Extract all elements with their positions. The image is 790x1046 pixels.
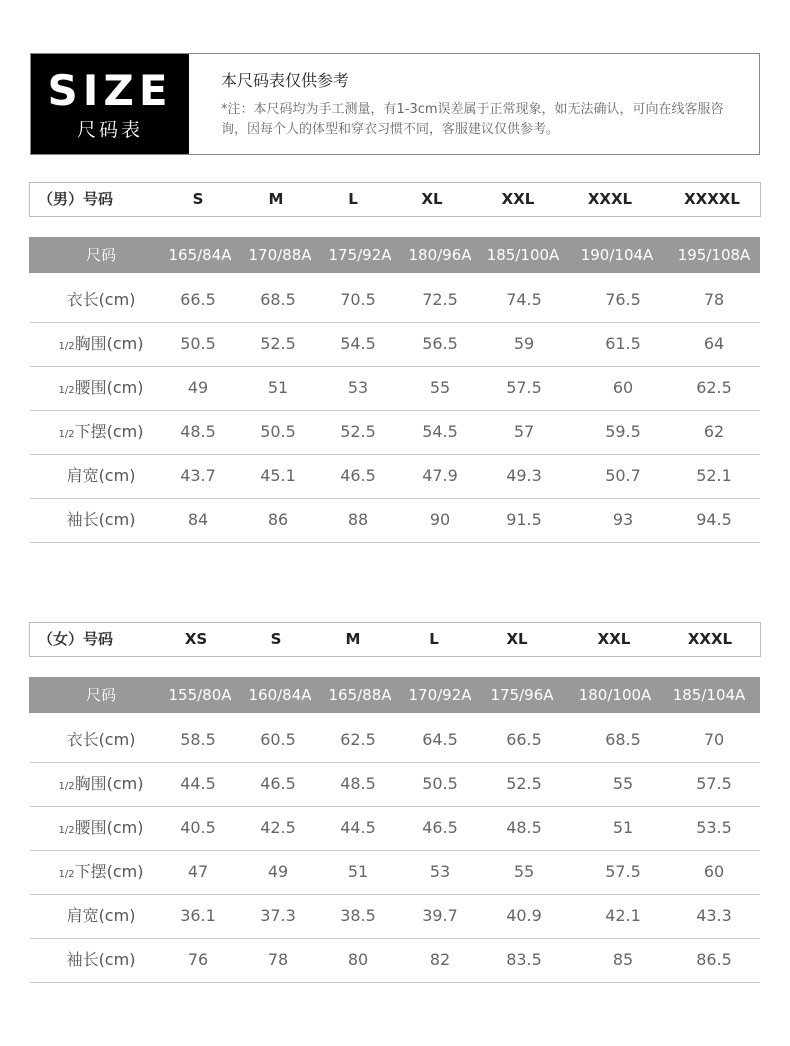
women-code: 165/88A [328, 686, 392, 704]
men-size: M [268, 190, 284, 208]
measurement-label [59, 762, 144, 809]
measurement-value: 55 [513, 862, 535, 881]
women-size-label: （女）号码 [38, 630, 114, 648]
measurement-name: 肩宽(cm) [66, 906, 136, 925]
measurement-value: 88 [347, 510, 369, 529]
measurement-value: 60.5 [260, 730, 296, 749]
measurement-value: 50.5 [260, 422, 296, 441]
measurement-label [67, 718, 136, 762]
women-code: 175/96A [490, 686, 554, 704]
measurement-value: 93 [612, 510, 634, 529]
measurement-value: 53 [429, 862, 451, 881]
measurement-value: 52.1 [696, 466, 732, 485]
measurement-value: 51 [347, 862, 369, 881]
measurement-value: 62.5 [696, 378, 732, 397]
measurement-value: 46.5 [340, 466, 376, 485]
measurement-value: 54.5 [422, 422, 458, 441]
measurement-value: 45.1 [260, 466, 296, 485]
table-row [30, 278, 760, 323]
table-row [30, 894, 760, 939]
measurement-value: 42.5 [260, 818, 296, 837]
measurement-value: 60 [612, 378, 634, 397]
measurement-value: 80 [347, 950, 369, 969]
measurement-value: 70.5 [340, 290, 376, 309]
measurement-value: 82 [429, 950, 451, 969]
men-code-header-label: 尺码 [85, 246, 117, 264]
women-code: 185/104A [672, 686, 746, 704]
measurement-value: 64.5 [422, 730, 458, 749]
measurement-name: 腰围(cm) [74, 378, 144, 397]
measurement-value: 62 [703, 422, 725, 441]
measurement-value: 72.5 [422, 290, 458, 309]
measurement-value: 46.5 [422, 818, 458, 837]
women-code-header-row [29, 677, 760, 713]
table-row [30, 454, 760, 499]
measurement-value: 70 [703, 730, 725, 749]
measurement-value: 53.5 [696, 818, 732, 837]
men-code: 190/104A [580, 246, 654, 264]
women-size: XL [506, 630, 528, 648]
table-row [30, 498, 760, 543]
women-size-bar [29, 622, 761, 657]
measurement-value: 50.5 [180, 334, 216, 353]
measurement-value: 39.7 [422, 906, 458, 925]
measurement-value: 51 [612, 818, 634, 837]
measurement-label [67, 938, 136, 982]
measurement-name: 下摆(cm) [74, 422, 144, 441]
measurement-value: 44.5 [180, 774, 216, 793]
measurement-value: 40.9 [506, 906, 542, 925]
measurement-value: 49 [187, 378, 209, 397]
men-code: 180/96A [408, 246, 472, 264]
measurement-value: 90 [429, 510, 451, 529]
measurement-value: 36.1 [180, 906, 216, 925]
measurement-value: 56.5 [422, 334, 458, 353]
measurement-label [67, 498, 136, 542]
half-prefix: 1/2 [58, 781, 75, 792]
measurement-value: 94.5 [696, 510, 732, 529]
women-code: 160/84A [248, 686, 312, 704]
women-size: XXXL [687, 630, 733, 648]
measurement-value: 44.5 [340, 818, 376, 837]
table-row [30, 366, 760, 411]
measurement-value: 40.5 [180, 818, 216, 837]
measurement-value: 57.5 [506, 378, 542, 397]
logo-size-text: SIZE [47, 66, 173, 115]
measurement-value: 74.5 [506, 290, 542, 309]
men-code: 195/108A [677, 246, 751, 264]
table-row [30, 806, 760, 851]
table-row [30, 410, 760, 455]
measurement-note: *注：本尺码均为手工测量，有1-3cm误差属于正常现象，如无法确认，可向在线客服咨询，因每个人的体型和穿衣习惯不同，客服建议仅供参考。 [221, 102, 724, 137]
logo-chart-text: 尺码表 [76, 119, 143, 141]
men-size: XL [421, 190, 443, 208]
measurement-value: 60 [703, 862, 725, 881]
measurement-label [67, 894, 136, 938]
measurement-label [67, 454, 136, 498]
half-prefix: 1/2 [58, 825, 75, 836]
measurement-value: 50.5 [422, 774, 458, 793]
men-code: 170/88A [248, 246, 312, 264]
men-code: 175/92A [328, 246, 392, 264]
women-size: L [429, 630, 439, 648]
measurement-value: 55 [612, 774, 634, 793]
half-prefix: 1/2 [58, 429, 75, 440]
measurement-value: 64 [703, 334, 725, 353]
measurement-value: 54.5 [340, 334, 376, 353]
table-row [30, 762, 760, 807]
measurement-label [59, 322, 144, 369]
measurement-value: 91.5 [506, 510, 542, 529]
measurement-value: 61.5 [605, 334, 641, 353]
men-code-header-row [29, 237, 760, 273]
measurement-label [67, 278, 136, 322]
table-row [30, 718, 760, 763]
measurement-label [59, 410, 144, 457]
measurement-value: 76 [187, 950, 209, 969]
measurement-value: 52.5 [506, 774, 542, 793]
men-code: 165/84A [168, 246, 232, 264]
measurement-value: 38.5 [340, 906, 376, 925]
size-logo [31, 54, 189, 154]
measurement-name: 胸围(cm) [74, 774, 144, 793]
men-size-label: （男）号码 [38, 190, 114, 208]
measurement-value: 43.7 [180, 466, 216, 485]
men-code: 185/100A [486, 246, 560, 264]
measurement-value: 78 [267, 950, 289, 969]
women-size: XS [184, 630, 208, 648]
men-size-bar [29, 182, 761, 217]
measurement-value: 57 [513, 422, 535, 441]
men-size: XXL [501, 190, 535, 208]
measurement-value: 76.5 [605, 290, 641, 309]
women-code: 180/100A [578, 686, 652, 704]
reference-title: 本尺码表仅供参考 [221, 71, 350, 90]
measurement-value: 85 [612, 950, 634, 969]
women-size: S [270, 630, 282, 648]
measurement-value: 37.3 [260, 906, 296, 925]
measurement-value: 59 [513, 334, 535, 353]
measurement-value: 51 [267, 378, 289, 397]
measurement-value: 57.5 [605, 862, 641, 881]
women-size: XXL [597, 630, 631, 648]
measurement-name: 腰围(cm) [74, 818, 144, 837]
women-size: M [345, 630, 361, 648]
measurement-value: 59.5 [605, 422, 641, 441]
measurement-value: 48.5 [340, 774, 376, 793]
measurement-value: 66.5 [506, 730, 542, 749]
measurement-value: 52.5 [260, 334, 296, 353]
measurement-value: 68.5 [260, 290, 296, 309]
women-code-header-label: 尺码 [85, 686, 117, 704]
measurement-value: 49.3 [506, 466, 542, 485]
women-code: 155/80A [168, 686, 232, 704]
measurement-value: 49 [267, 862, 289, 881]
half-prefix: 1/2 [58, 869, 75, 880]
table-row [30, 850, 760, 895]
measurement-name: 肩宽(cm) [66, 466, 136, 485]
measurement-value: 68.5 [605, 730, 641, 749]
measurement-value: 50.7 [605, 466, 641, 485]
men-size: XXXXL [684, 190, 740, 208]
measurement-value: 58.5 [180, 730, 216, 749]
measurement-value: 62.5 [340, 730, 376, 749]
measurement-value: 66.5 [180, 290, 216, 309]
measurement-value: 47 [187, 862, 209, 881]
measurement-value: 86.5 [696, 950, 732, 969]
measurement-value: 86 [267, 510, 289, 529]
measurement-value: 46.5 [260, 774, 296, 793]
measurement-value: 55 [429, 378, 451, 397]
measurement-value: 83.5 [506, 950, 542, 969]
men-size: S [192, 190, 204, 208]
measurement-value: 43.3 [696, 906, 732, 925]
half-prefix: 1/2 [58, 385, 75, 396]
men-size: L [348, 190, 358, 208]
measurement-label [59, 806, 144, 853]
table-row [30, 938, 760, 983]
measurement-name: 袖长(cm) [66, 950, 136, 969]
measurement-value: 42.1 [605, 906, 641, 925]
measurement-label [59, 850, 144, 897]
measurement-value: 84 [187, 510, 209, 529]
measurement-label [59, 366, 144, 413]
measurement-name: 衣长(cm) [66, 730, 136, 749]
measurement-name: 衣长(cm) [66, 290, 136, 309]
measurement-value: 48.5 [180, 422, 216, 441]
measurement-name: 胸围(cm) [74, 334, 144, 353]
measurement-value: 52.5 [340, 422, 376, 441]
measurement-name: 袖长(cm) [66, 510, 136, 529]
measurement-name: 下摆(cm) [74, 862, 144, 881]
measurement-value: 47.9 [422, 466, 458, 485]
measurement-value: 53 [347, 378, 369, 397]
half-prefix: 1/2 [58, 341, 75, 352]
men-size: XXXL [587, 190, 633, 208]
table-row [30, 322, 760, 367]
measurement-value: 78 [703, 290, 725, 309]
measurement-value: 48.5 [506, 818, 542, 837]
measurement-value: 57.5 [696, 774, 732, 793]
women-code: 170/92A [408, 686, 472, 704]
size-chart-header [30, 53, 760, 155]
